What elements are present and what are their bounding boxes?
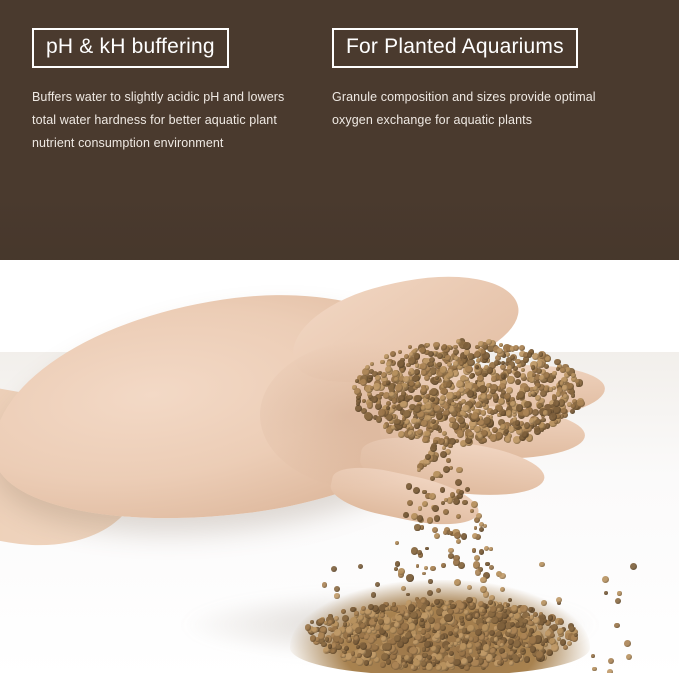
granule bbox=[425, 634, 430, 639]
granule bbox=[334, 593, 340, 599]
granule bbox=[436, 654, 443, 661]
granule bbox=[491, 376, 497, 382]
granule bbox=[489, 630, 495, 636]
granule bbox=[515, 420, 520, 425]
left-body-text: Buffers water to slightly acidic pH and lowers total water hardness for better aquatic plant nutrient consumption environment bbox=[32, 90, 285, 151]
granule bbox=[446, 392, 454, 400]
granule bbox=[617, 591, 621, 595]
granule bbox=[459, 490, 464, 495]
granule bbox=[490, 434, 498, 442]
granule bbox=[375, 375, 381, 381]
granule bbox=[350, 607, 355, 612]
granule bbox=[395, 541, 399, 545]
granule bbox=[544, 386, 549, 391]
granule bbox=[443, 509, 449, 515]
granule bbox=[416, 381, 420, 385]
granule bbox=[524, 386, 529, 391]
granule bbox=[421, 420, 428, 427]
granule bbox=[541, 418, 546, 423]
granule bbox=[431, 419, 436, 424]
granule bbox=[488, 600, 493, 605]
granule bbox=[489, 547, 493, 551]
granule bbox=[522, 432, 528, 438]
granule bbox=[453, 559, 459, 565]
granule bbox=[545, 356, 551, 362]
granule bbox=[398, 568, 405, 575]
granule bbox=[368, 604, 374, 610]
granule bbox=[501, 374, 506, 379]
granule bbox=[442, 344, 448, 350]
granule bbox=[459, 387, 465, 393]
right-column bbox=[320, 0, 679, 155]
granule bbox=[324, 621, 328, 625]
left-column bbox=[0, 0, 320, 155]
granule bbox=[529, 636, 537, 644]
granule bbox=[471, 501, 478, 508]
granule bbox=[475, 402, 481, 408]
granule bbox=[452, 422, 459, 429]
granule bbox=[504, 393, 511, 400]
granule bbox=[403, 512, 409, 518]
granule bbox=[331, 566, 337, 572]
granule bbox=[348, 637, 352, 641]
granule bbox=[561, 408, 567, 414]
granule bbox=[343, 622, 347, 626]
granule bbox=[428, 351, 434, 357]
granule bbox=[434, 405, 441, 412]
granule bbox=[422, 437, 428, 443]
granule bbox=[434, 533, 440, 539]
granule bbox=[364, 660, 370, 666]
granule bbox=[523, 619, 528, 624]
granule bbox=[501, 411, 505, 415]
granule bbox=[549, 387, 553, 391]
granule bbox=[558, 619, 564, 625]
granule bbox=[476, 513, 482, 519]
granule bbox=[465, 425, 469, 429]
granule bbox=[614, 623, 620, 629]
granule bbox=[551, 624, 558, 631]
granule bbox=[371, 396, 378, 403]
granule bbox=[385, 607, 389, 611]
granule bbox=[320, 627, 326, 633]
left-headline: pH & kH buffering bbox=[32, 28, 229, 68]
granule bbox=[556, 391, 562, 397]
granule bbox=[437, 362, 442, 367]
granule bbox=[318, 632, 326, 640]
granule bbox=[440, 634, 445, 639]
granule bbox=[431, 646, 437, 652]
granule bbox=[355, 405, 362, 412]
granule bbox=[434, 515, 440, 521]
granule bbox=[362, 399, 366, 403]
granule bbox=[508, 639, 514, 645]
granule bbox=[394, 419, 400, 425]
granule bbox=[342, 615, 349, 622]
granule bbox=[394, 635, 400, 641]
granule bbox=[383, 424, 387, 428]
granule bbox=[448, 371, 454, 377]
granule bbox=[539, 562, 544, 567]
granule bbox=[484, 365, 488, 369]
granule bbox=[414, 395, 421, 402]
granule bbox=[478, 601, 484, 607]
granule bbox=[471, 413, 479, 421]
granule bbox=[490, 648, 496, 654]
granule bbox=[395, 561, 400, 566]
granule bbox=[386, 406, 390, 410]
granule bbox=[459, 361, 464, 366]
granule bbox=[420, 363, 426, 369]
right-body-text: Granule composition and sizes provide optimal oxygen exchange for aquatic plants bbox=[332, 90, 596, 128]
granule bbox=[469, 374, 474, 379]
granule bbox=[481, 394, 488, 401]
granule bbox=[624, 640, 631, 647]
granule bbox=[515, 359, 521, 365]
granule bbox=[592, 667, 597, 672]
granule bbox=[445, 601, 450, 606]
granule bbox=[535, 419, 541, 425]
granule bbox=[437, 353, 443, 359]
granule bbox=[443, 530, 448, 535]
granule bbox=[427, 590, 433, 596]
granule bbox=[497, 613, 503, 619]
granule bbox=[406, 593, 410, 597]
granule bbox=[451, 402, 455, 406]
granule bbox=[426, 606, 431, 611]
granule bbox=[524, 422, 531, 429]
granule bbox=[453, 349, 459, 355]
granule bbox=[465, 487, 470, 492]
granule bbox=[510, 622, 515, 627]
granule bbox=[430, 566, 435, 571]
granule bbox=[539, 375, 545, 381]
granule bbox=[403, 410, 411, 418]
granule bbox=[394, 567, 398, 571]
granule bbox=[541, 642, 545, 646]
granule bbox=[490, 606, 497, 613]
granule bbox=[442, 431, 447, 436]
granule bbox=[397, 628, 404, 635]
granule bbox=[434, 623, 442, 631]
granule bbox=[482, 624, 489, 631]
granule bbox=[448, 548, 454, 554]
granule bbox=[397, 360, 405, 368]
granule bbox=[530, 646, 536, 652]
granule bbox=[407, 395, 413, 401]
granule bbox=[470, 509, 474, 513]
granule bbox=[548, 616, 553, 621]
granule bbox=[521, 648, 525, 652]
granule bbox=[392, 662, 400, 670]
hand-illustration bbox=[0, 270, 679, 570]
granule bbox=[567, 641, 572, 646]
granule bbox=[322, 582, 327, 587]
granule bbox=[445, 355, 450, 360]
granule bbox=[615, 598, 621, 604]
granule bbox=[408, 357, 416, 365]
granule bbox=[417, 550, 422, 555]
granule bbox=[385, 366, 392, 373]
granule bbox=[490, 389, 496, 395]
granule bbox=[429, 493, 436, 500]
granule bbox=[432, 505, 439, 512]
granule bbox=[381, 636, 387, 642]
granule bbox=[626, 654, 632, 660]
granule bbox=[480, 586, 487, 593]
granule bbox=[552, 371, 556, 375]
granule bbox=[447, 497, 454, 504]
granule bbox=[531, 365, 535, 369]
granule bbox=[469, 649, 473, 653]
granule bbox=[494, 360, 499, 365]
granule bbox=[463, 342, 471, 350]
granule bbox=[453, 345, 458, 350]
text-columns bbox=[0, 0, 679, 155]
granule bbox=[417, 468, 421, 472]
granule bbox=[368, 637, 375, 644]
footer-strip bbox=[0, 673, 679, 679]
granule bbox=[513, 640, 521, 648]
granule bbox=[454, 633, 458, 637]
granule bbox=[420, 525, 424, 529]
granule bbox=[414, 369, 419, 374]
granule bbox=[574, 633, 578, 637]
granule bbox=[501, 361, 505, 365]
granule bbox=[421, 599, 426, 604]
granule bbox=[400, 401, 408, 409]
granule bbox=[438, 438, 445, 445]
granule bbox=[440, 366, 448, 374]
granule bbox=[444, 614, 452, 622]
granule bbox=[517, 391, 525, 399]
granule bbox=[411, 665, 416, 670]
granule bbox=[398, 350, 402, 354]
granule bbox=[389, 392, 394, 397]
granule bbox=[411, 370, 415, 374]
granule bbox=[417, 515, 423, 521]
granule bbox=[448, 657, 455, 664]
granule bbox=[378, 409, 386, 417]
granule bbox=[562, 385, 567, 390]
granule bbox=[360, 643, 367, 650]
granule bbox=[483, 644, 491, 652]
granule bbox=[443, 410, 449, 416]
granule bbox=[464, 665, 470, 671]
product-photo bbox=[0, 260, 679, 679]
granule bbox=[361, 606, 366, 611]
granule bbox=[460, 619, 464, 623]
granule bbox=[556, 597, 562, 603]
granule bbox=[422, 572, 426, 576]
granule bbox=[428, 579, 433, 584]
granule bbox=[571, 393, 575, 397]
granule bbox=[305, 624, 311, 630]
granule bbox=[509, 613, 514, 618]
granule bbox=[310, 620, 314, 624]
granule bbox=[416, 419, 421, 424]
right-headline: For Planted Aquariums bbox=[332, 28, 578, 68]
granule bbox=[429, 362, 434, 367]
granule bbox=[483, 345, 488, 350]
granule bbox=[331, 649, 336, 654]
granule bbox=[467, 625, 475, 633]
granule bbox=[417, 429, 423, 435]
granule bbox=[381, 372, 387, 378]
granule bbox=[475, 613, 480, 618]
granule bbox=[524, 656, 530, 662]
granule bbox=[441, 563, 446, 568]
granule bbox=[425, 454, 431, 460]
granule bbox=[478, 434, 483, 439]
granule bbox=[460, 643, 467, 650]
granule bbox=[516, 404, 523, 411]
granule bbox=[467, 390, 474, 397]
granule bbox=[414, 524, 420, 530]
granule bbox=[358, 615, 364, 621]
granule bbox=[489, 565, 494, 570]
granule bbox=[408, 604, 416, 612]
granule bbox=[565, 367, 571, 373]
granule bbox=[557, 628, 564, 635]
granule bbox=[356, 658, 364, 666]
granule bbox=[456, 539, 461, 544]
granule bbox=[474, 555, 480, 561]
granule bbox=[418, 506, 422, 510]
granule bbox=[398, 431, 405, 438]
granule bbox=[375, 582, 381, 588]
granule bbox=[462, 405, 469, 412]
granule bbox=[506, 410, 513, 417]
granule bbox=[541, 600, 547, 606]
granule bbox=[375, 625, 381, 631]
granule bbox=[424, 566, 428, 570]
granule bbox=[372, 645, 379, 652]
granule bbox=[482, 438, 487, 443]
granule bbox=[475, 656, 479, 660]
granule bbox=[496, 631, 502, 637]
granule bbox=[571, 404, 576, 409]
granule bbox=[440, 487, 445, 492]
granule bbox=[458, 417, 464, 423]
granule bbox=[400, 368, 405, 373]
granule bbox=[591, 654, 595, 658]
granule bbox=[386, 381, 390, 385]
granule bbox=[392, 606, 398, 612]
granule bbox=[373, 383, 381, 391]
granule bbox=[406, 483, 412, 489]
granule bbox=[532, 409, 539, 416]
granule bbox=[394, 377, 399, 382]
granule bbox=[462, 500, 468, 506]
granule bbox=[421, 629, 426, 634]
granule bbox=[507, 376, 515, 384]
granule bbox=[473, 561, 480, 568]
granule bbox=[425, 547, 429, 551]
granule bbox=[448, 444, 453, 449]
granule bbox=[436, 413, 443, 420]
granule bbox=[421, 387, 427, 393]
granule bbox=[508, 598, 512, 602]
granule bbox=[336, 645, 341, 650]
granule bbox=[467, 585, 472, 590]
granule bbox=[416, 564, 420, 568]
granule bbox=[463, 355, 467, 359]
granule bbox=[310, 635, 316, 641]
granule bbox=[494, 395, 499, 400]
granule bbox=[444, 498, 448, 502]
granule bbox=[630, 563, 637, 570]
granule bbox=[351, 651, 355, 655]
granule bbox=[396, 615, 403, 622]
granule bbox=[413, 640, 419, 646]
granule bbox=[430, 388, 438, 396]
granule bbox=[376, 416, 383, 423]
granule bbox=[413, 487, 420, 494]
granule bbox=[479, 549, 485, 555]
granule bbox=[533, 617, 540, 624]
granule bbox=[560, 368, 565, 373]
granule bbox=[514, 371, 521, 378]
granule bbox=[357, 653, 362, 658]
granule bbox=[425, 431, 431, 437]
granule bbox=[477, 375, 484, 382]
granule bbox=[543, 410, 549, 416]
granule bbox=[368, 375, 372, 379]
granule bbox=[454, 579, 461, 586]
granule bbox=[527, 352, 533, 358]
granule bbox=[448, 553, 454, 559]
granule bbox=[469, 637, 474, 642]
granule bbox=[539, 352, 543, 356]
granule bbox=[520, 605, 527, 612]
granule bbox=[406, 574, 413, 581]
granule bbox=[474, 351, 481, 358]
granule bbox=[465, 366, 472, 373]
granule bbox=[484, 546, 489, 551]
granule bbox=[497, 622, 505, 630]
granule bbox=[456, 467, 463, 474]
granule bbox=[365, 413, 373, 421]
granule bbox=[446, 458, 451, 463]
